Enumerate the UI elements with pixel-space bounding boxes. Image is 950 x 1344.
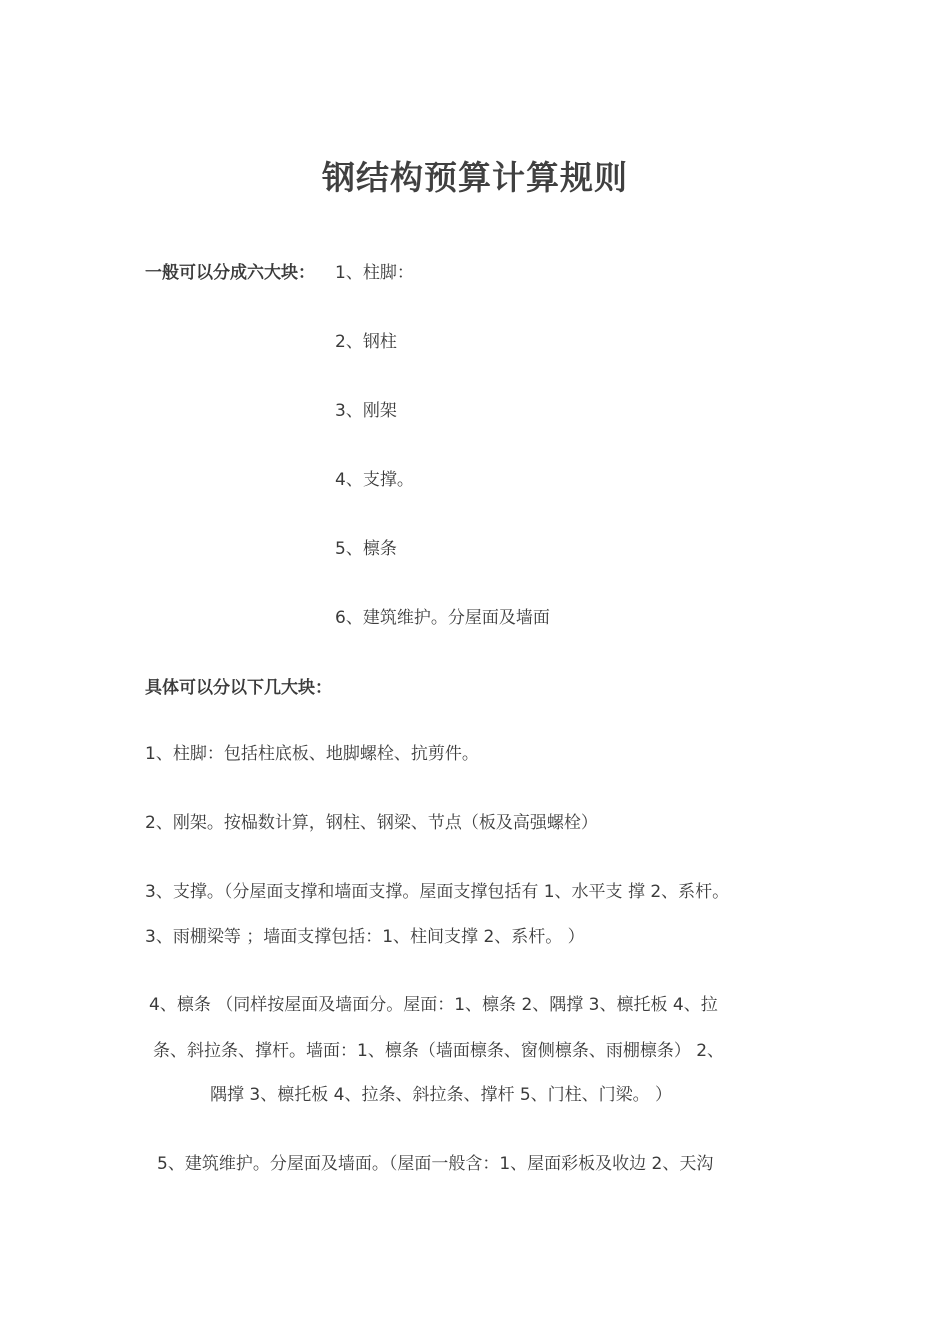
overview-item-5: 5、檩条 [335,539,397,559]
detail-heading: 具体可以分以下几大块： [145,678,332,698]
overview-item-4: 4、支撑。 [335,470,414,490]
overview-item-2: 2、钢柱 [335,332,397,352]
detail-paragraph-3-line-2: 3、雨棚梁等 ；墙面支撑包括：1、柱间支撑 2、系杆。 ） [145,927,585,947]
overview-item-1: 1、柱脚： [335,263,414,283]
detail-paragraph-4-line-3: 隅撑 3、檩托板 4、拉条、斜拉条、撑杆 5、门柱、门梁。 ） [210,1085,673,1105]
detail-paragraph-4-line-2: 条、斜拉条、撑杆。墙面：1、檩条（墙面檩条、窗侧檩条、雨棚檩条） 2、 [153,1041,725,1061]
detail-paragraph-4-line-1: 4、檩条 （同样按屋面及墙面分。屋面：1、檩条 2、隅撑 3、檩托板 4、拉 [149,995,718,1015]
overview-label: 一般可以分成六大块： [145,263,315,283]
detail-paragraph-2: 2、刚架。按榀数计算，钢柱、钢梁、节点（板及高强螺栓） [145,813,598,833]
detail-paragraph-1: 1、柱脚：包括柱底板、地脚螺栓、抗剪件。 [145,744,479,764]
detail-paragraph-5-line-1: 5、建筑维护。分屋面及墙面。（屋面一般含：1、屋面彩板及收边 2、天沟 [157,1154,714,1174]
document-title: 钢结构预算计算规则 [322,158,628,197]
overview-item-3: 3、刚架 [335,401,397,421]
overview-item-6: 6、建筑维护。分屋面及墙面 [335,608,550,628]
detail-paragraph-3-line-1: 3、支撑。（分屋面支撑和墙面支撑。屋面支撑包括有 1、水平支 撑 2、系杆。 [145,882,730,902]
